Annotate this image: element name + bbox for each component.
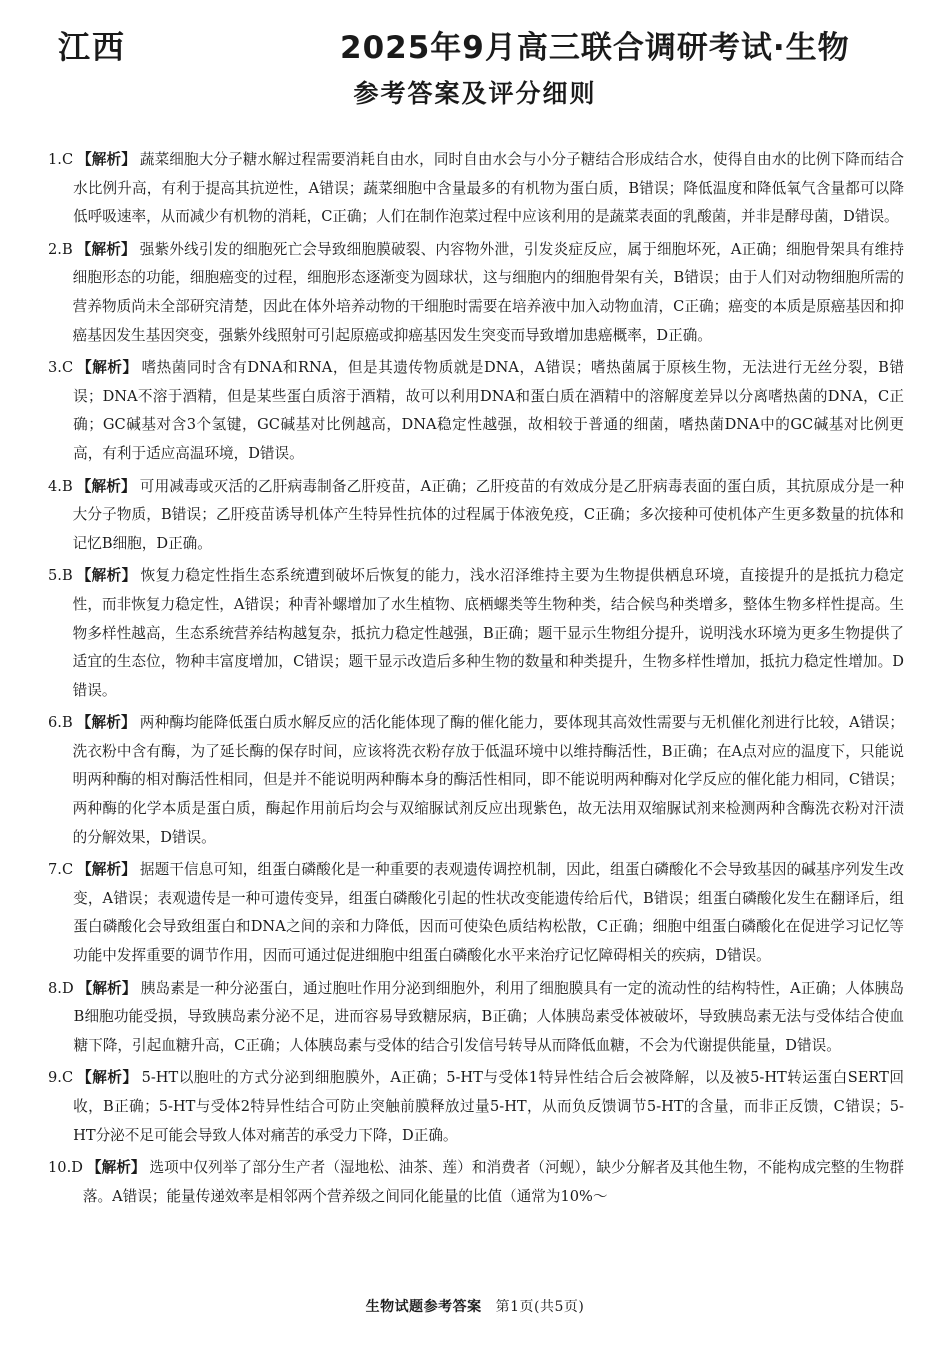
answer-body (73, 146, 904, 232)
answer-text: 蔬菜细胞大分子糖水解过程需要消耗自由水，同时自由水会与小分子糖结合形成结合水，使得自由水的比例下降而结合水比例升高，有利于提高其抗逆性，A错误；蔬菜细胞中含量最多的有机物为蛋白质，B错误；降低温度和降低氧气含量都可以降低呼吸速率，从而减少有机物的消耗，C正确；人们在制作泡菜过程中应该利用的是蔬菜表面的乳酸菌，并非是酵母菌，D错误。 (73, 151, 904, 226)
answer-number: 8.D (48, 979, 74, 997)
answer-item-5 (48, 562, 904, 705)
answer-number: 5.B (48, 567, 73, 585)
answer-body (73, 709, 904, 852)
analysis-tag: 【解析】 (76, 477, 136, 495)
answer-body (73, 236, 904, 350)
answer-number: 10.D (48, 1159, 83, 1177)
answer-body (74, 975, 904, 1061)
answer-choice: B (61, 240, 73, 258)
analysis-tag: 【解析】 (86, 1159, 146, 1177)
answer-item-8 (48, 975, 904, 1061)
analysis-tag: 【解析】 (77, 979, 137, 997)
footer-label: 生物试题参考答案 (365, 1299, 482, 1315)
answer-item-1 (48, 146, 904, 232)
answer-item-3 (48, 354, 904, 468)
answer-number: 4.B (48, 477, 73, 495)
answer-text: 5-HT以胞吐的方式分泌到细胞膜外，A正确；5-HT与受体1特异性结合后会被降解，以及被5-HT转运蛋白SERT回收，B正确；5-HT与受体2特异性结合可防止突触前膜释放过量5-HT，从而负反馈调节5-HT的含量，而非正反馈，C错误；5-HT分泌不足可能会导致人体对痛苦的承受力下降，D正确。 (73, 1069, 904, 1144)
analysis-tag: 【解析】 (77, 1069, 138, 1087)
answer-text: 据题干信息可知，组蛋白磷酸化是一种重要的表观遗传调控机制，因此，组蛋白磷酸化不会导致基因的碱基序列发生改变，A错误；表观遗传是一种可遗传变异，组蛋白磷酸化引起的性状改变能遗传给后代，B错误；组蛋白磷酸化发生在翻译后，组蛋白磷酸化会导致组蛋白和DNA之间的亲和力降低，因而可使染色质结构松散，C正确；细胞中组蛋白磷酸化在促进学习记忆等功能中发挥重要的调节作用，因而可通过促进细胞中组蛋白磷酸化水平来治疗记忆障碍相关的疾病，D错误。 (73, 861, 904, 965)
answer-number: 3.C (48, 359, 74, 377)
answer-list (48, 146, 904, 1286)
answer-choice: D (61, 979, 74, 997)
exam-title: 2025年9月高三联合调研考试·生物 (340, 30, 850, 66)
answer-number: 2.B (48, 240, 73, 258)
answer-body (73, 562, 904, 705)
answer-body (73, 354, 904, 468)
answer-choice: B (61, 477, 73, 495)
answer-number: 9.C (48, 1069, 74, 1087)
answer-body (73, 473, 904, 559)
answer-text: 嗜热菌同时含有DNA和RNA，但是其遗传物质就是DNA，A错误；嗜热菌属于原核生物，无法进行无丝分裂，B错误；DNA不溶于酒精，但是某些蛋白质溶于酒精，故可以利用DNA和蛋白质在酒精中的溶解度差异以分离嗜热菌的DNA，C正确；GC碱基对含3个氢键，GC碱基对比例越高，DNA稳定性越强，故相较于普通的细菌，嗜热菌DNA中的GC碱基对比例更高，有利于适应高温环境，D错误。 (73, 359, 904, 462)
answer-text: 选项中仅列举了部分生产者（湿地松、油茶、莲）和消费者（河蚬），缺少分解者及其他生物，不能构成完整的生物群落。A错误；能量传递效率是相邻两个营养级之间同化能量的比值（通常为10%～ (82, 1159, 904, 1205)
analysis-tag: 【解析】 (77, 861, 136, 879)
analysis-tag: 【解析】 (77, 359, 138, 377)
answer-number: 7.C (48, 861, 74, 879)
answer-number: 6.B (48, 714, 73, 732)
answer-body (73, 1064, 904, 1150)
answer-item-10 (48, 1154, 904, 1211)
exam-subtitle: 参考答案及评分细则 (353, 79, 597, 108)
province-label: 江西 (58, 28, 127, 66)
answer-text: 强紫外线引发的细胞死亡会导致细胞膜破裂、内容物外泄，引发炎症反应，属于细胞坏死，A正确；细胞骨架具有维持细胞形态的功能，细胞癌变的过程，细胞形态逐渐变为圆球状，这与细胞内的细胞骨架有关，B错误；由于人们对动物细胞所需的营养物质尚未全部研究清楚，因此在体外培养动物的干细胞时需要在培养液中加入动物血清，C正确；癌变的本质是原癌基因和抑癌基因发生基因突变，强紫外线照射可引起原癌或抑癌基因发生突变而导致增加患癌概率，D正确。 (72, 240, 904, 344)
answer-body (73, 856, 904, 970)
answer-item-6 (48, 709, 904, 852)
answer-body (83, 1154, 904, 1211)
answer-choice: C (61, 151, 74, 168)
answer-item-4 (48, 473, 904, 559)
answer-number: 1.C (48, 151, 74, 168)
answer-choice: B (61, 714, 73, 732)
answer-choice: C (61, 359, 74, 377)
answer-item-7 (48, 856, 904, 970)
answer-text: 可用减毒或灭活的乙肝病毒制备乙肝疫苗，A正确；乙肝疫苗的有效成分是乙肝病毒表面的蛋白质，其抗原成分是一种大分子物质，B错误；乙肝疫苗诱导机体产生特异性抗体的过程属于体液免疫，C正确；多次接种可使机体产生更多数量的抗体和记忆B细胞，D正确。 (72, 477, 904, 552)
answer-choice: D (71, 1159, 83, 1177)
answer-choice: B (61, 567, 73, 585)
answer-text: 恢复力稳定性指生态系统遭到破坏后恢复的能力，浅水沼泽维持主要为生物提供栖息环境，直接提升的是抵抗力稳定性，而非恢复力稳定性，A错误；种青补螺增加了水生植物、底栖螺类等生物种类，结合候鸟种类增多，整体生物多样性提高。生物多样性越高，生态系统营养结构越复杂，抵抗力稳定性越强，B正确；题干显示生物组分提升，说明浅水环境为更多生物提供了适宜的生态位，物种丰富度增加，C错误；题干显示改造后多种生物的数量和种类提升，生物多样性增加，抵抗力稳定性增加。D错误。 (72, 567, 904, 699)
answer-text: 胰岛素是一种分泌蛋白，通过胞吐作用分泌到细胞外，利用了细胞膜具有一定的流动性的结构特性，A正确；人体胰岛B细胞功能受损，导致胰岛素分泌不足，进而容易导致糖尿病，B正确；人体胰岛素受体被破坏，导致胰岛素无法与受体结合使血糖下降，引起血糖升高，C正确；人体胰岛素与受体的结合引发信号转导从而降低血糖，不会为代谢提供能量，D错误。 (73, 979, 904, 1054)
analysis-tag: 【解析】 (76, 714, 136, 732)
analysis-tag: 【解析】 (76, 567, 137, 585)
page-footer (0, 1296, 950, 1316)
analysis-tag: 【解析】 (77, 151, 136, 168)
answer-item-2 (48, 236, 904, 350)
analysis-tag: 【解析】 (76, 240, 136, 258)
page-number: 第1页(共5页) (495, 1299, 585, 1315)
answer-choice: C (61, 861, 74, 879)
answer-text: 两种酶均能降低蛋白质水解反应的活化能体现了酶的催化能力，要体现其高效性需要与无机催化剂进行比较，A错误；洗衣粉中含有酶，为了延长酶的保存时间，应该将洗衣粉存放于低温环境中以维持酶活性，B正确；在A点对应的温度下，只能说明两种酶的相对酶活性相同，但是并不能说明两种酶本身的酶活性相同，即不能说明两种酶对化学反应的催化能力相同，C错误；两种酶的化学本质是蛋白质，酶起作用前后均会与双缩脲试剂反应出现紫色，故无法用双缩脲试剂来检测两种含酶洗衣粉对汗渍的分解效果，D错误。 (72, 714, 904, 846)
answer-item-9 (48, 1064, 904, 1150)
answer-choice: C (61, 1069, 74, 1087)
